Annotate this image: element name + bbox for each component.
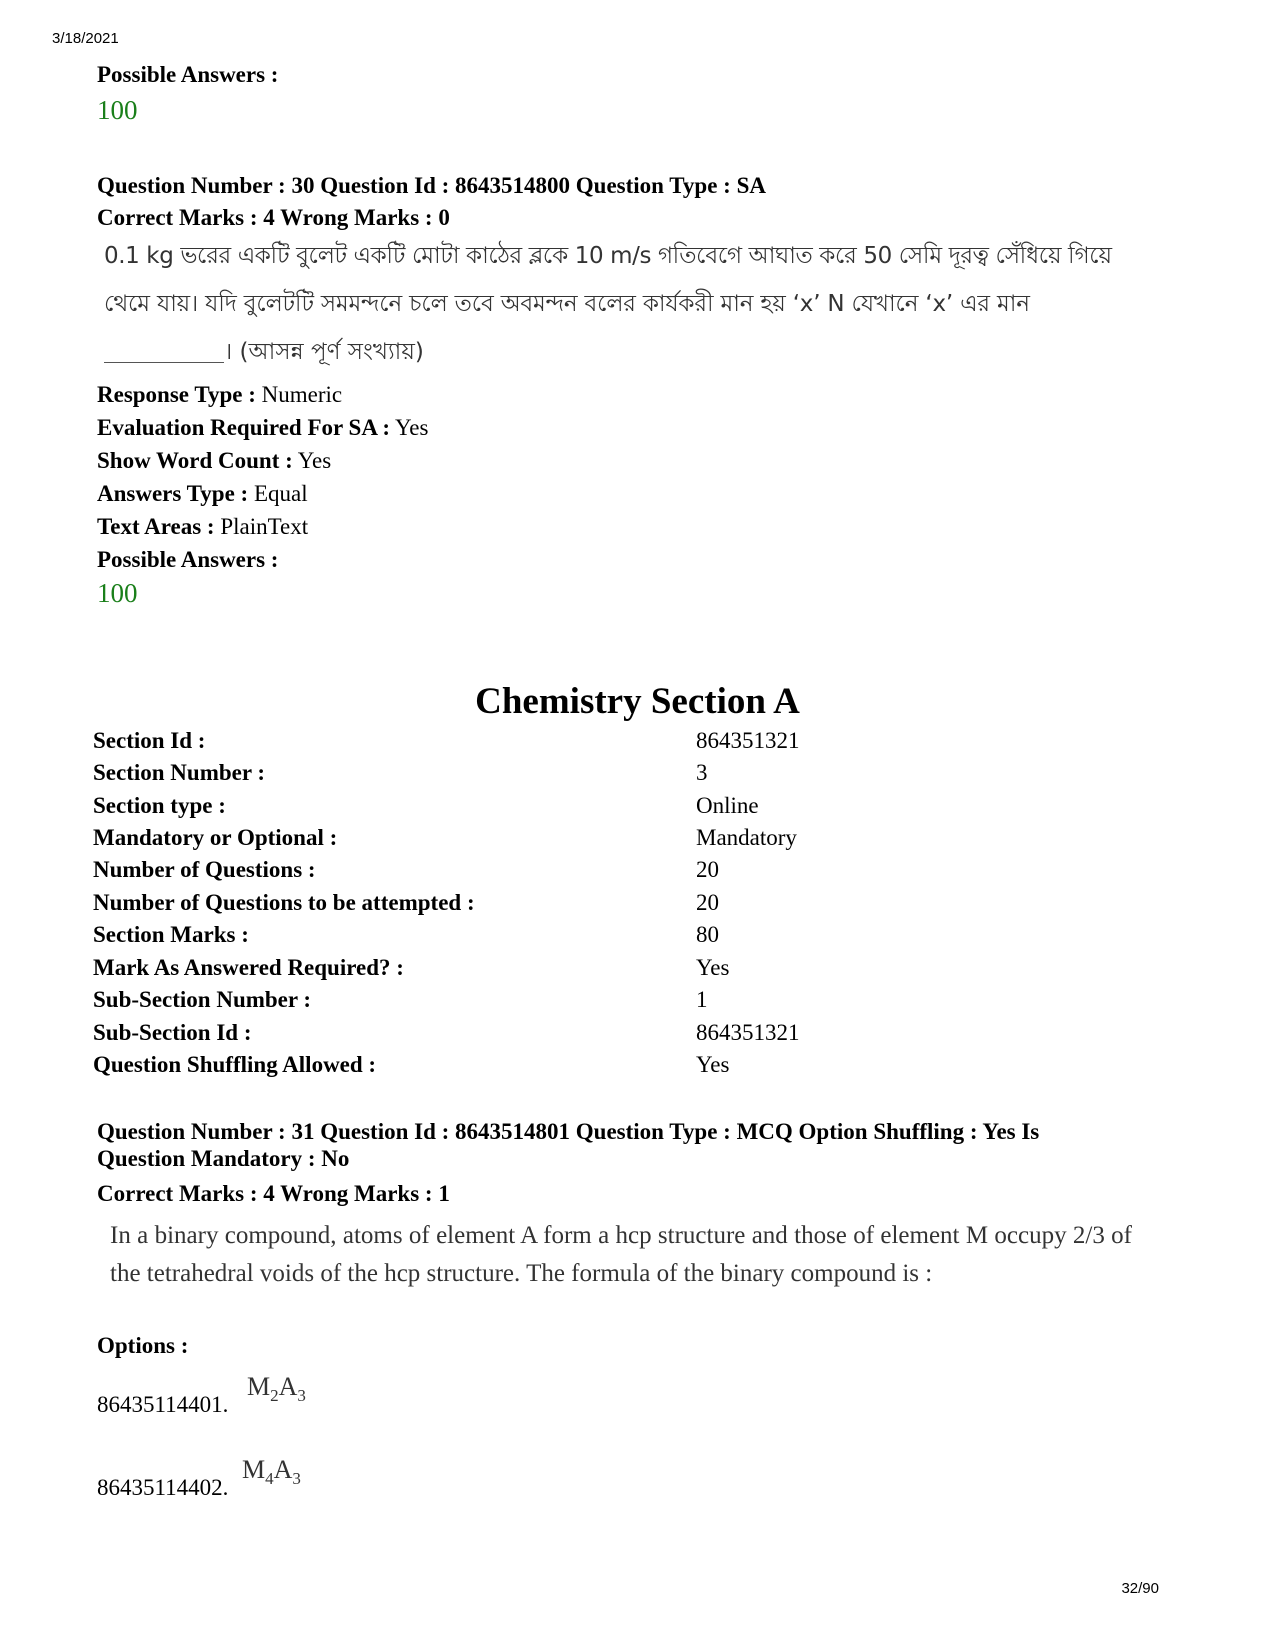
question-30-text [104, 232, 1134, 376]
section-row: Section Marks : 80 [93, 922, 719, 947]
section-row: Mark As Answered Required? : Yes [93, 955, 730, 980]
question-30-text-line3: । (আসন্ন পূর্ণ সংখ্যায়) [224, 339, 424, 365]
field-text-areas: Text Areas : PlainText [97, 514, 309, 539]
answer-blank [104, 342, 224, 363]
possible-answer-value: 100 [97, 578, 138, 608]
question-30-text-line2: থেমে যায়। যদি বুলেটটি সমমন্দনে চলে তবে অবমন্দন বলের কার্যকরী মান হয় ‘x’ N যেখানে ‘x’ এর মান [104, 291, 1030, 317]
option-2-id: 86435114402. [97, 1475, 229, 1500]
question-30-fields [97, 378, 428, 610]
section-row: Section Number : 3 [93, 760, 708, 785]
question-31-text: In a binary compound, atoms of element A form a hcp structure and those of element M occupy 2/3 of the tetrahedral voids of the hcp structure. The formula of the binary compound is : [110, 1222, 1132, 1287]
question-30-header: Question Number : 30 Question Id : 8643514800 Question Type : SA [97, 173, 766, 198]
section-row: Sub-Section Id : 864351321 [93, 1020, 800, 1045]
question-31-header [97, 1118, 1039, 1172]
page-number: 32/90 [1121, 1580, 1159, 1597]
option-1-id: 86435114401. [97, 1392, 229, 1417]
possible-answer-value: 100 [97, 95, 138, 125]
question-31-header-line2: Question Mandatory : No [97, 1146, 350, 1171]
section-row: Question Shuffling Allowed : Yes [93, 1052, 730, 1077]
section-row: Section Id : 864351321 [93, 728, 800, 753]
possible-answers-label: Possible Answers : [97, 547, 279, 572]
section-row: Mandatory or Optional : Mandatory [93, 825, 797, 850]
section-row: Number of Questions : 20 [93, 857, 719, 882]
section-row: Sub-Section Number : 1 [93, 987, 708, 1012]
section-row: Number of Questions to be attempted : 20 [93, 890, 719, 915]
field-show-word-count: Show Word Count : Yes [97, 448, 332, 473]
option-2-formula: $M_4A_3$ [242, 1455, 301, 1489]
question-30-text-line1: 0.1 kg ভরের একটি বুলেট একটি মোটা কাঠের ব্লকে 10 m/s গতিবেগে আঘাত করে 50 সেমি দূরত্ব সেঁধিয়ে গিয়ে [104, 243, 1112, 269]
field-evaluation-required: Evaluation Required For SA : Yes [97, 415, 429, 440]
option-1-formula: $M_2A_3$ [247, 1372, 306, 1406]
field-answers-type: Answers Type : Equal [97, 481, 308, 506]
page-date: 3/18/2021 [52, 30, 119, 47]
question-31-marks: Correct Marks : 4 Wrong Marks : 1 [97, 1181, 450, 1206]
question-30-marks: Correct Marks : 4 Wrong Marks : 0 [97, 205, 450, 230]
section-title: Chemistry Section A [475, 681, 800, 722]
question-31-header-line1: Question Number : 31 Question Id : 8643514801 Question Type : MCQ Option Shuffling : Yes Is [97, 1119, 1040, 1144]
options-label: Options : [97, 1333, 189, 1358]
possible-answers-label: Possible Answers : [97, 62, 279, 87]
field-response-type: Response Type : Numeric [97, 382, 343, 407]
section-row: Section type : Online [93, 793, 759, 818]
